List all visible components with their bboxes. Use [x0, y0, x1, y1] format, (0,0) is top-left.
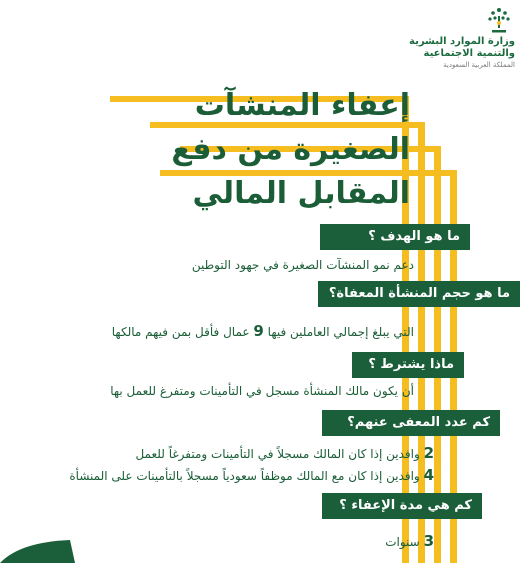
title-line: الصغيرة من دفع: [171, 132, 410, 167]
answer-text: دعم نمو المنشآت الصغيرة في جهود التوطين: [191, 258, 414, 272]
ministry-logo: [400, 6, 515, 78]
question-text: كم عدد المعفى عنهم؟: [347, 415, 490, 430]
page-title: [110, 84, 410, 216]
answer-post: عمال فأقل بمن فيهم مالكها: [111, 325, 250, 339]
question-text: كم هي مدة الإعفاء ؟: [339, 498, 472, 513]
title-line: إعفاء المنشآت: [194, 88, 410, 123]
answer-item-text: وافدين إذا كان مع المالك موظفاً سعودياً مسجلاً بالتأمينات على المنشأة: [69, 469, 420, 483]
logo-subline: المملكة العربية السعودية: [443, 61, 515, 69]
question-text: ما هو حجم المنشأة المعفاة؟: [328, 286, 510, 301]
answer-number: 3: [423, 532, 434, 550]
question-bar: [318, 281, 520, 307]
bottom-curve: [0, 540, 520, 563]
palm-logo-icon: [487, 6, 511, 36]
logo-line: والتنمية الاجتماعية: [423, 48, 515, 59]
question-text: ماذا يشترط ؟: [368, 357, 454, 372]
answer-pre: التي يبلغ إجمالي العاملين فيها: [267, 325, 414, 339]
logo-line: وزارة الموارد البشرية: [409, 36, 515, 47]
answer-text: [112, 322, 414, 340]
answer-text: أن يكون مالك المنشأة مسجل في التأمينات ومتفرغ للعمل بها: [110, 384, 414, 398]
answer-number: 9: [253, 322, 264, 340]
answer-item: [69, 466, 434, 484]
answer-item-text: وافدين إذا كان المالك مسجلاً في التأمينات ومتفرغاً للعمل: [135, 447, 420, 461]
title-line: المقابل المالي: [192, 176, 410, 211]
question-bar: [322, 493, 482, 519]
question-text: ما هو الهدف ؟: [368, 229, 460, 244]
question-bar: [322, 410, 500, 436]
question-bar: [352, 352, 464, 378]
logo-text: [409, 36, 515, 70]
answer-item: [135, 444, 434, 462]
answer-item-text: سنوات: [385, 535, 420, 549]
answer-number: 2: [423, 444, 434, 462]
answer-number: 4: [423, 466, 434, 484]
question-bar: [320, 224, 470, 250]
